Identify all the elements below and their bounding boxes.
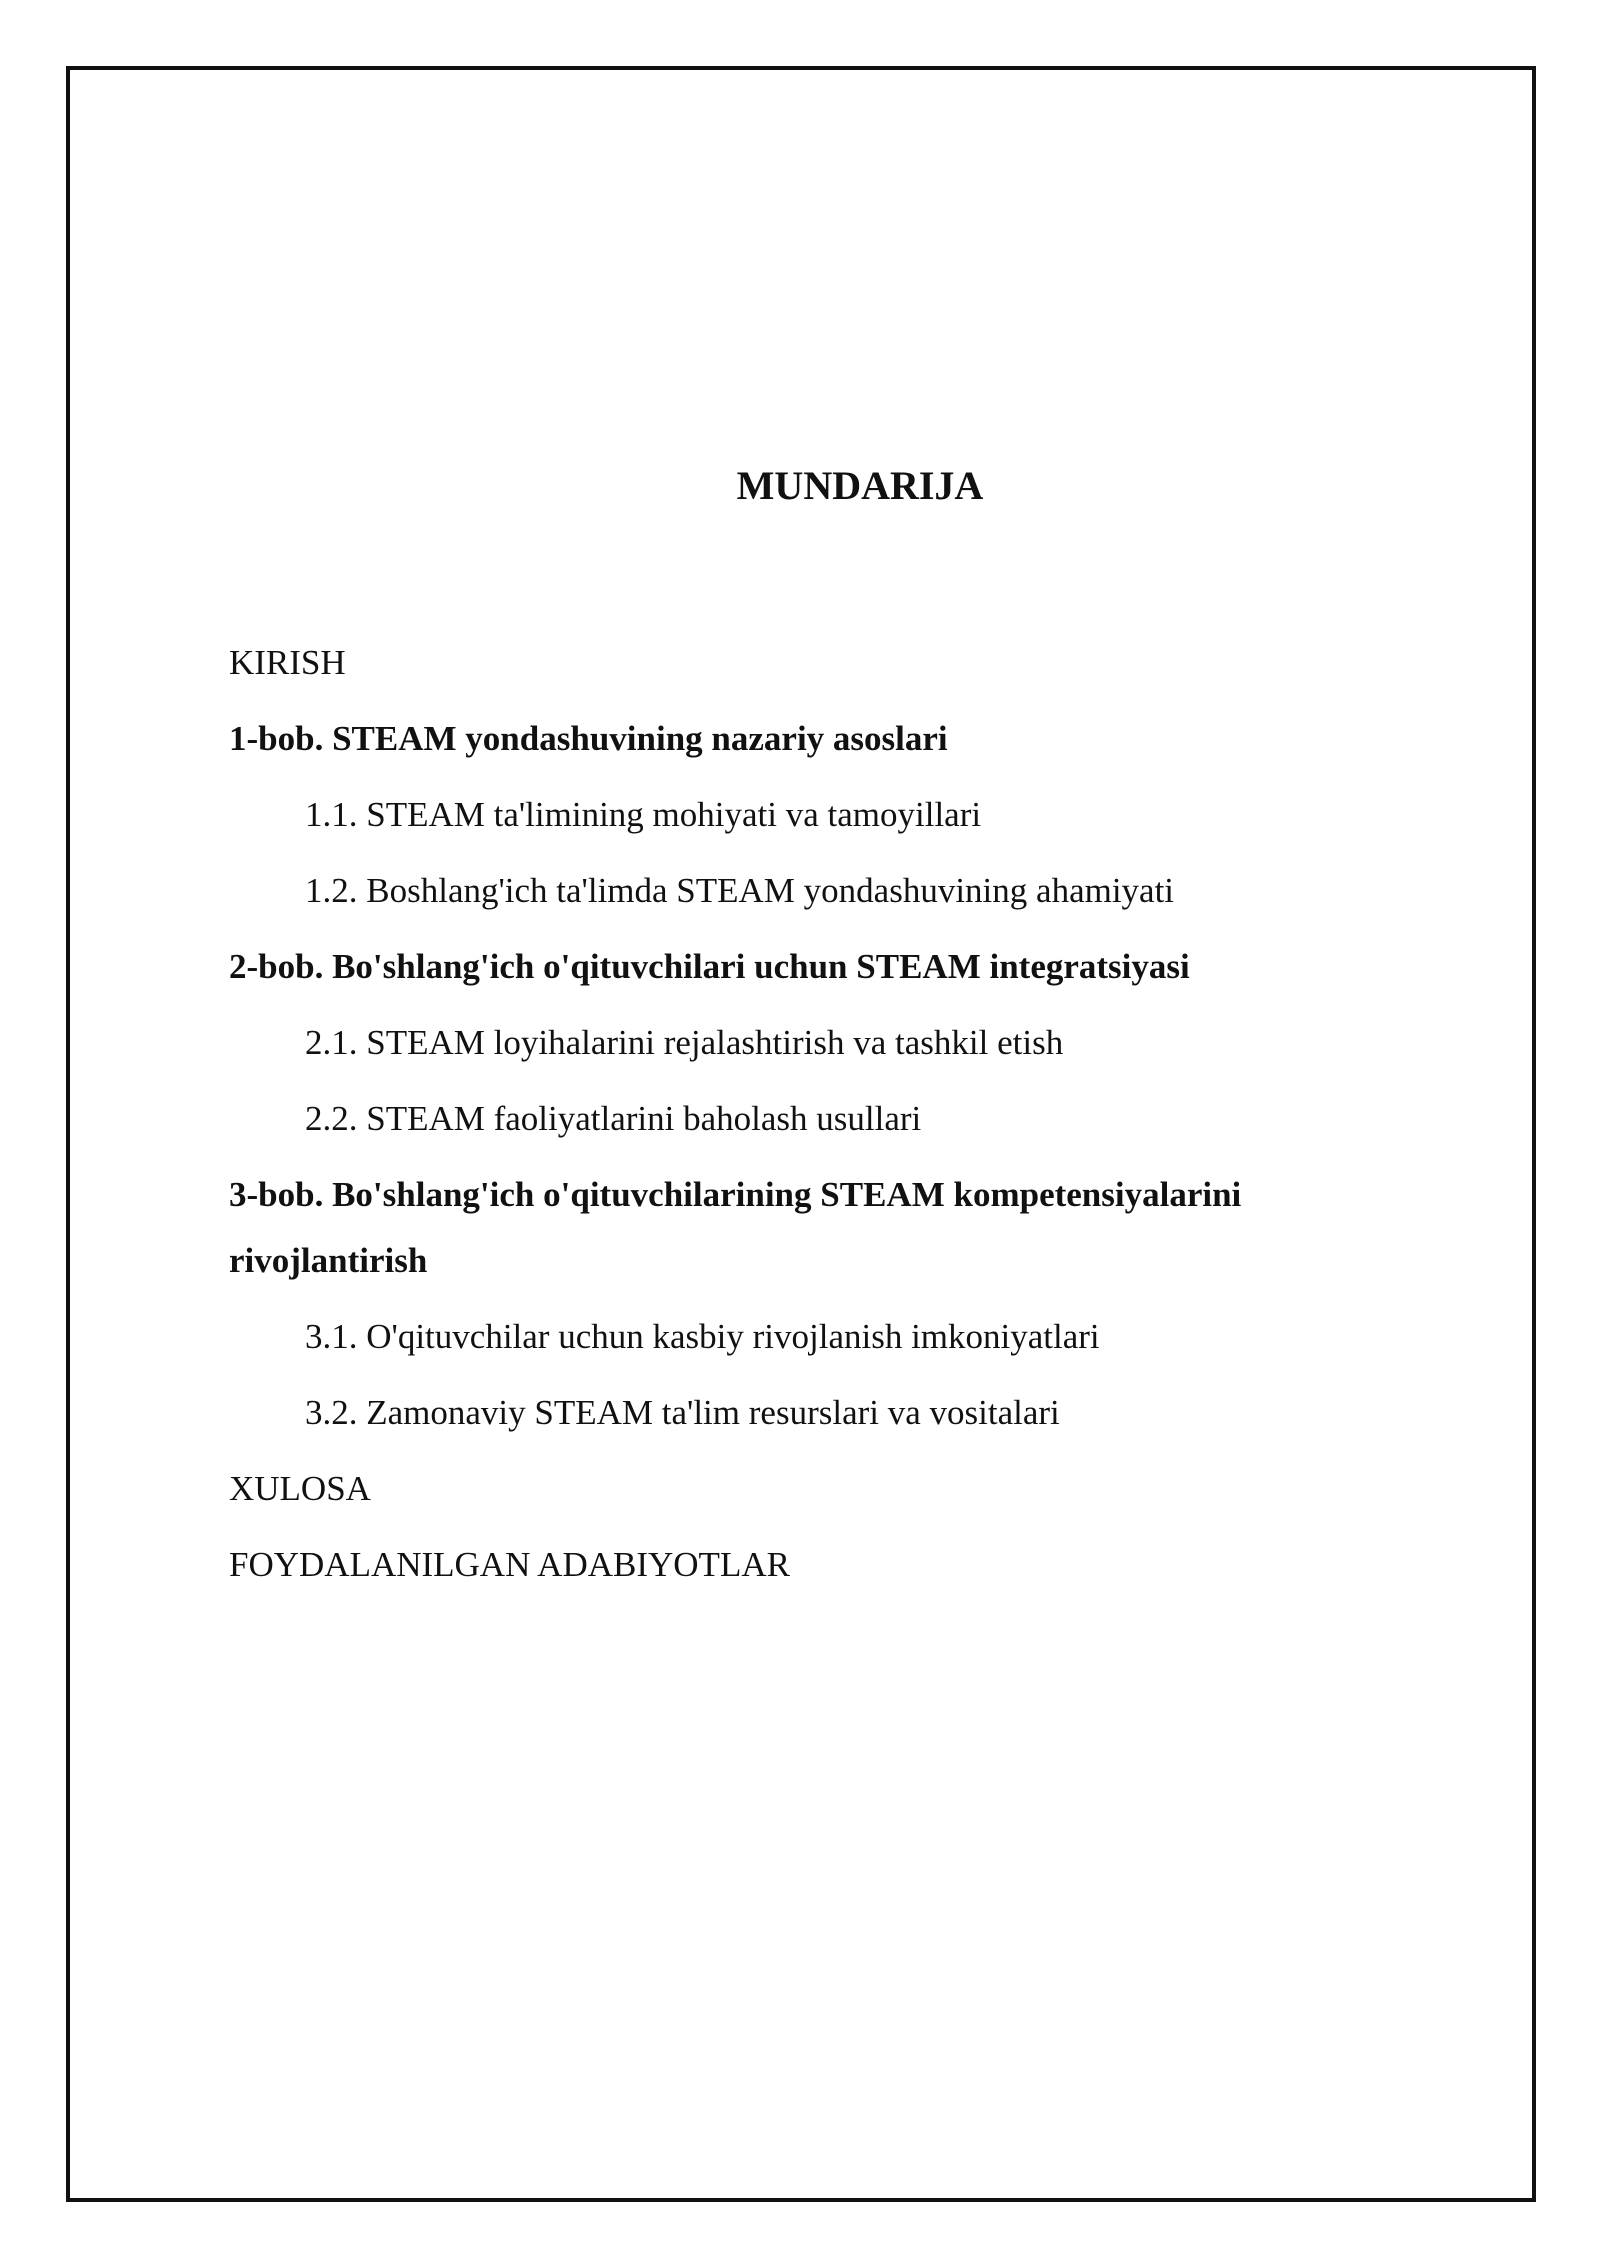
toc-entry-chapter-3: 3-bob. Bo'shlang'ich o'qituvchilarining STEAM kompetensiyalarini rivojlantirish [229,1175,1242,1280]
toc-entry-chapter-1: 1-bob. STEAM yondashuvining nazariy asoslari [229,719,948,758]
toc-entry-section-1-2: 1.2. Boshlang'ich ta'limda STEAM yondashuvining ahamiyati [305,871,1175,910]
toc-entry-conclusion: XULOSA [229,1469,371,1508]
toc-entry-section-3-2: 3.2. Zamonaviy STEAM ta'lim resurslari va vositalari [305,1393,1060,1432]
toc-entry-section-3-1: 3.1. O'qituvchilar uchun kasbiy rivojlanish imkoniyatlari [305,1317,1100,1356]
toc-entry-section-1-1: 1.1. STEAM ta'limining mohiyati va tamoyillari [305,795,982,834]
table-of-contents [229,630,1379,1608]
page-title: MUNDARIJA [736,463,984,508]
toc-entry-introduction: KIRISH [229,643,346,682]
toc-entry-section-2-1: 2.1. STEAM loyihalarini rejalashtirish va tashkil etish [305,1023,1064,1062]
toc-entry-references: FOYDALANILGAN ADABIYOTLAR [229,1545,790,1584]
toc-entry-section-2-2: 2.2. STEAM faoliyatlarini baholash usullari [305,1099,922,1138]
toc-entry-chapter-2: 2-bob. Bo'shlang'ich o'qituvchilari uchun STEAM integratsiyasi [229,947,1190,986]
